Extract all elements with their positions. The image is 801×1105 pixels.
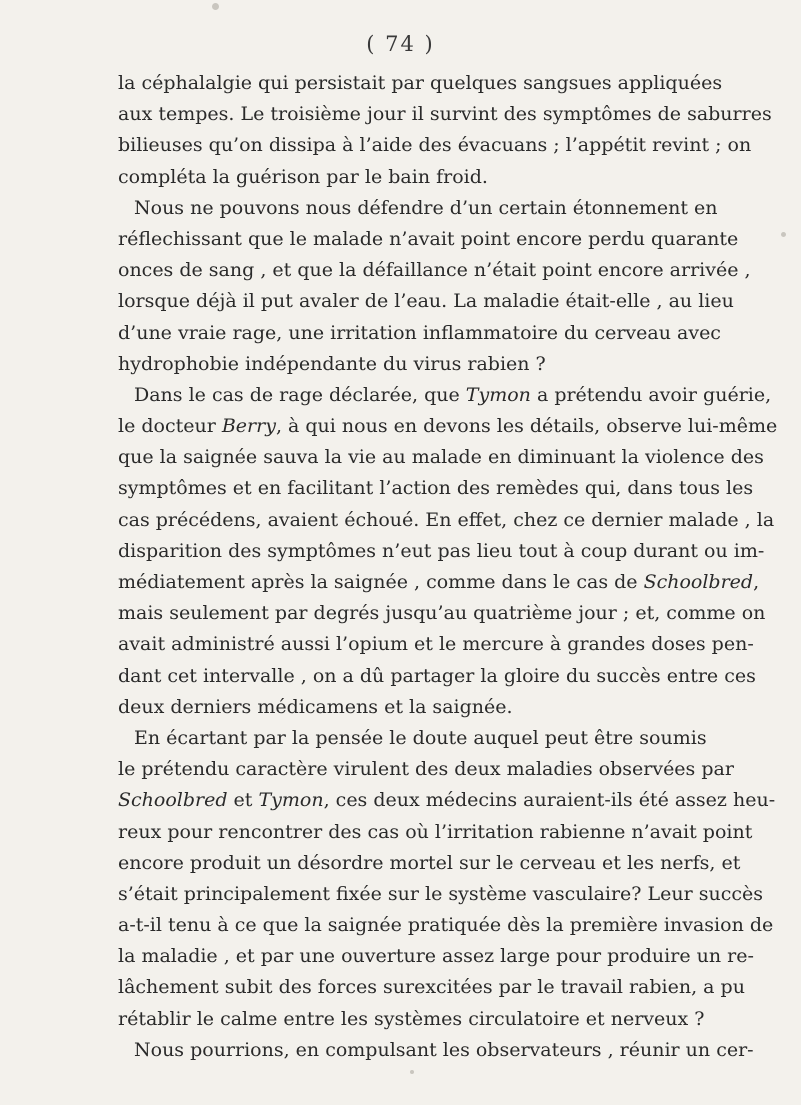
text-line: a-t-il tenu à ce que la saignée pratiquée dès la première invasion de [118,914,774,937]
body-text [118,68,778,1066]
paragraph [118,193,751,380]
text-line: Schoolbred et Tymon, ces deux médecins auraient-ils été assez heu- [118,789,776,812]
text-line: cas précédens, avaient échoué. En effet, chez ce dernier malade , la [118,508,775,531]
text-line: hydrophobie indépendante du virus rabien ? [118,352,546,375]
text-line: s’était principalement fixée sur le système vasculaire? Leur succès [118,882,764,905]
text-line: deux derniers médicamens et la saignée. [118,695,513,718]
text-line: onces de sang , et que la défaillance n’était point encore arrivée , [118,259,751,282]
text-line: le docteur Berry, à qui nous en devons les détails, observe lui-même [118,415,778,438]
text-line: le prétendu caractère virulent des deux maladies observées par [118,758,734,781]
text-line: mais seulement par degrés jusqu’au quatrième jour ; et, comme on [118,602,766,625]
text-line: rétablir le calme entre les systèmes circulatoire et nerveux ? [118,1007,705,1030]
text-line: Nous ne pouvons nous défendre d’un certain étonnement en [134,196,718,219]
paper-speck [212,3,219,10]
paragraph [118,1035,754,1066]
text-line: Dans le cas de rage déclarée, que Tymon a prétendu avoir guérie, [134,383,772,406]
text-line: reux pour rencontrer des cas où l’irritation rabienne n’avait point [118,820,753,843]
text-line: médiatement après la saignée , comme dans le cas de Schoolbred, [118,571,760,593]
text-line: lorsque déjà il put avaler de l’eau. La maladie était-elle , au lieu [118,290,734,313]
text-line: encore produit un désordre mortel sur le cerveau et les nerfs, et [118,851,741,874]
text-line: dant cet intervalle , on a dû partager la gloire du succès entre ces [118,664,756,687]
paragraph [118,380,778,723]
text-line: Nous pourrions, en compulsant les observateurs , réunir un cer- [134,1038,754,1061]
paragraph [118,723,776,1035]
text-line: la maladie , et par une ouverture assez large pour produire un re- [118,945,754,968]
text-line: que la saignée sauva la vie au malade en diminuant la violence des [118,446,764,469]
text-line: symptômes et en facilitant l’action des remèdes qui, dans tous les [118,477,754,500]
page-number: ( 74 ) [366,32,435,56]
text-line: lâchement subit des forces surexcitées par le travail rabien, a pu [118,976,745,999]
paper-speck [781,232,786,237]
text-line: la céphalalgie qui persistait par quelques sangsues appliquées [118,72,723,94]
text-line: réflechissant que le malade n’avait point encore perdu quarante [118,227,739,250]
text-line: aux tempes. Le troisième jour il survint des symptômes de saburres [118,103,772,126]
text-line: En écartant par la pensée le doute auquel peut être soumis [134,726,707,749]
text-line: d’une vraie rage, une irritation inflammatoire du cerveau avec [118,321,721,344]
text-line: disparition des symptômes n’eut pas lieu tout à coup durant ou im- [118,539,765,562]
text-line: bilieuses qu’on dissipa à l’aide des évacuans ; l’appétit revint ; on [118,134,752,157]
text-line: avait administré aussi l’opium et le mercure à grandes doses pen- [118,633,754,656]
paragraph [118,68,772,193]
text-line: compléta la guérison par le bain froid. [118,165,488,188]
paper-speck [410,1070,414,1074]
